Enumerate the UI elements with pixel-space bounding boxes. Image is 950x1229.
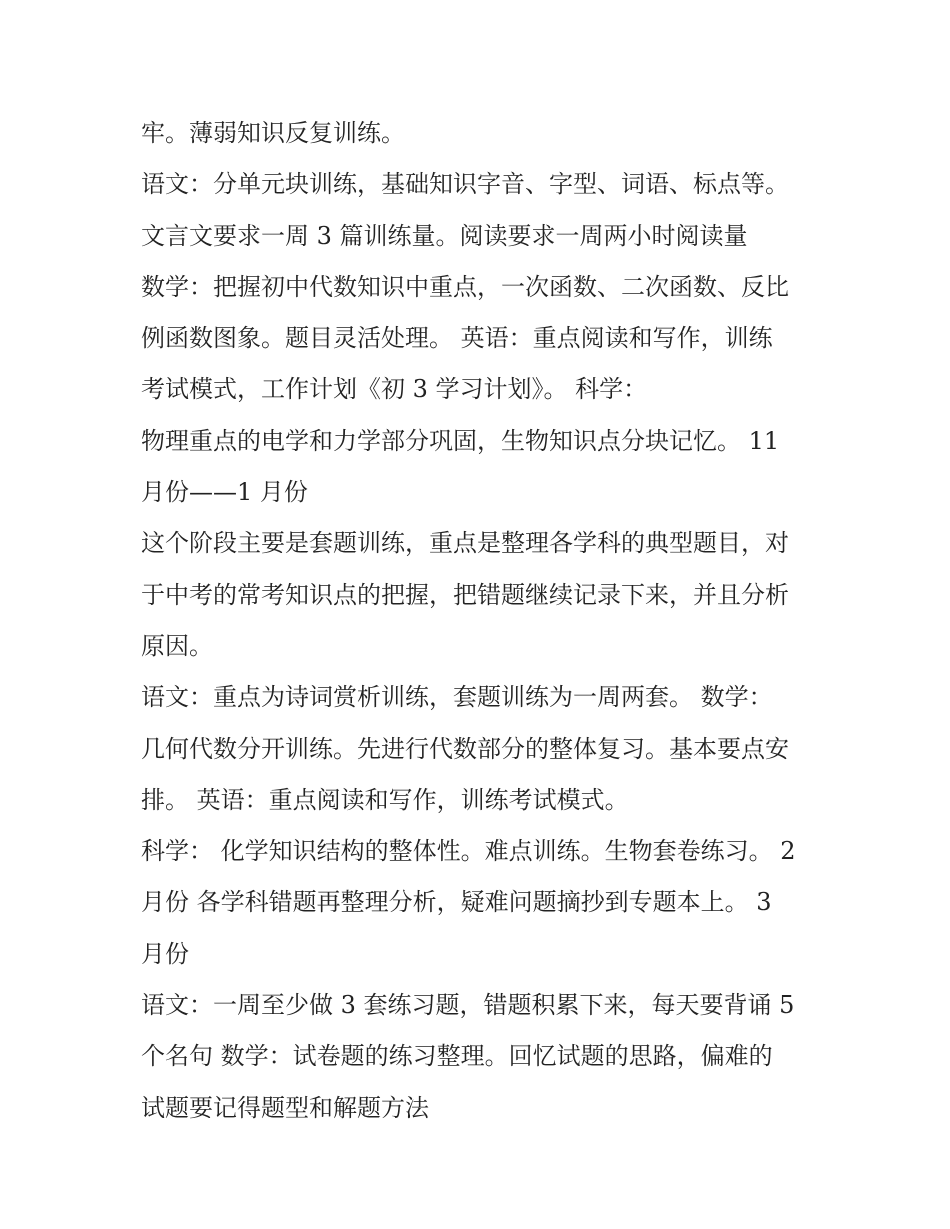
- text-line: 数学：把握初中代数知识中重点，一次函数、二次函数、反比: [141, 272, 789, 301]
- text-line: 例函数图象。题目灵活处理。 英语：重点阅读和写作，训练: [141, 324, 773, 353]
- text-line: 试题要记得题型和解题方法: [141, 1093, 429, 1122]
- text-line: 几何代数分开训练。先进行代数部分的整体复习。基本要点安: [141, 734, 789, 763]
- text-line: 月份: [141, 939, 189, 968]
- text-line: 原因。: [141, 631, 213, 660]
- text-line: 科学： 化学知识结构的整体性。难点训练。生物套卷练习。 2: [141, 837, 796, 866]
- text-line: 月份——1 月份: [141, 478, 308, 507]
- text-line: 语文：分单元块训练，基础知识字音、字型、词语、标点等。: [141, 170, 789, 199]
- text-line: 排。 英语：重点阅读和写作，训练考试模式。: [141, 785, 629, 814]
- document-body: [141, 108, 821, 1134]
- text-line: 语文：一周至少做 3 套练习题，错题积累下来，每天要背诵 5: [141, 991, 795, 1020]
- text-line: 文言文要求一周 3 篇训练量。阅读要求一周两小时阅读量: [141, 221, 748, 250]
- text-line: 考试模式，工作计划《初 3 学习计划》。 科学：: [141, 375, 648, 404]
- text-line: 月份 各学科错题再整理分析，疑难问题摘抄到专题本上。 3: [141, 888, 772, 917]
- text-line: 这个阶段主要是套题训练，重点是整理各学科的典型题目，对: [141, 529, 789, 558]
- text-line: 物理重点的电学和力学部分巩固，生物知识点分块记忆。 11: [141, 426, 780, 455]
- text-line: 于中考的常考知识点的把握，把错题继续记录下来，并且分析: [141, 580, 789, 609]
- text-line: 个名句 数学：试卷题的练习整理。回忆试题的思路，偏难的: [141, 1042, 773, 1071]
- text-line: 牢。薄弱知识反复训练。: [141, 119, 405, 147]
- text-line: 语文：重点为诗词赏析训练，套题训练为一周两套。 数学：: [141, 683, 773, 712]
